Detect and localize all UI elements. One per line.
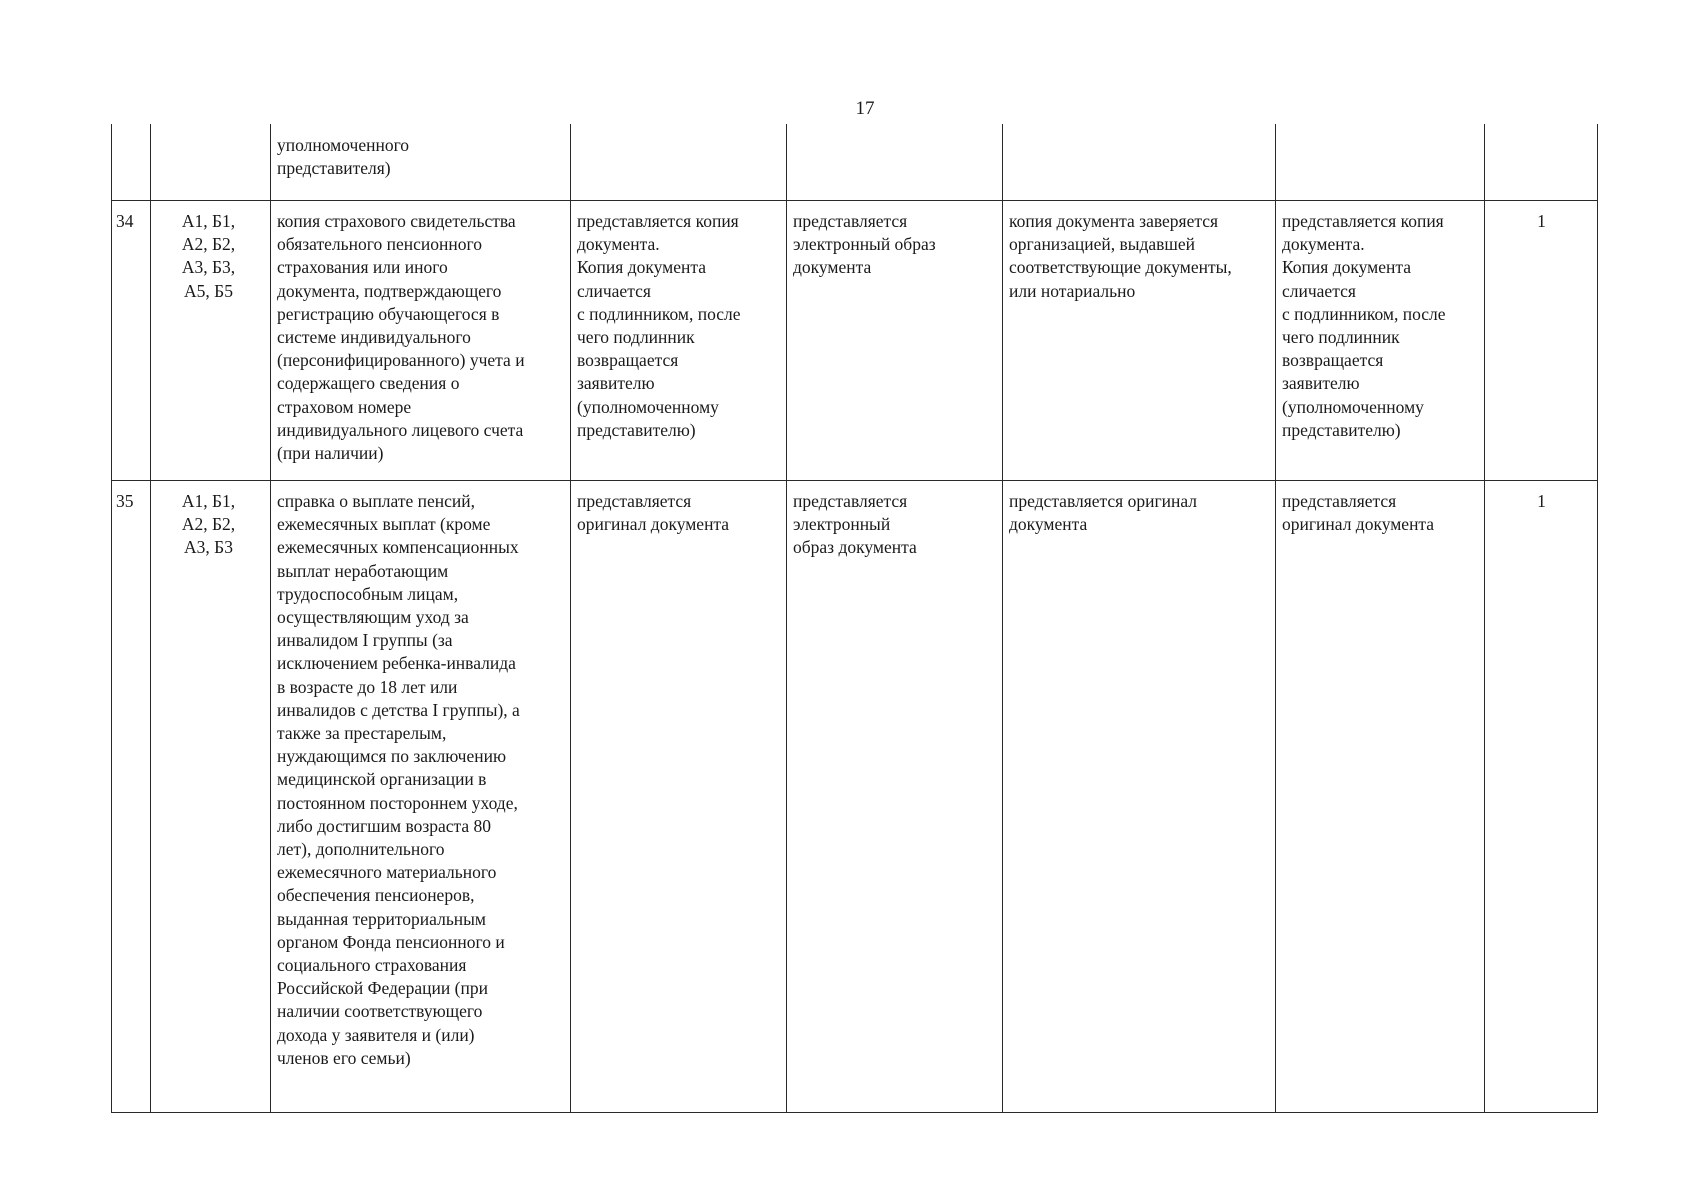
submission-electronic-cell: представляется электронный образ документа bbox=[787, 201, 1003, 481]
quantity-cell: 1 bbox=[1485, 481, 1598, 1113]
applicant-codes-cell: А1, Б1, А2, Б2, А3, Б3 bbox=[151, 481, 271, 1113]
document-name-cell: справка о выплате пенсий, ежемесячных выплат (кроме ежемесячных компенсационных выплат неработающим трудоспособным лицам, осуществляющим уход за инвалидом I группы (за исключением ребенка-инвалида в возрасте до 18 лет или инвалидов с детства I группы), а также за престарелым, нуждающимся по заключению медицинской организации в постоянном постороннем уходе, либо достигшим возраста 80 лет), дополнительного ежемесячного материального обеспечения пенсионеров, выданная территориальным органом Фонда пенсионного и социального страхования Российской Федерации (при наличии соответствующего дохода у заявителя и (или) членов его семьи) bbox=[271, 481, 571, 1113]
applicant-codes-cell bbox=[151, 124, 271, 201]
row-number-cell: 34 bbox=[112, 201, 151, 481]
submission-mfc-cell: представляется копия документа. Копия документа сличается с подлинником, после чего подлинник возвращается заявителю (уполномоченному представителю) bbox=[1276, 201, 1485, 481]
quantity-cell bbox=[1485, 124, 1598, 201]
document-name-cell: уполномоченного представителя) bbox=[271, 124, 571, 201]
submission-electronic-cell: представляется электронный образ документа bbox=[787, 481, 1003, 1113]
submission-in-person-cell: представляется оригинал документа bbox=[571, 481, 787, 1113]
table-row-35 bbox=[112, 481, 1598, 1113]
documents-table bbox=[111, 124, 1598, 1113]
quantity-cell: 1 bbox=[1485, 201, 1598, 481]
submission-mail-cell: копия документа заверяется организацией, выдавшей соответствующие документы, или нотариально bbox=[1003, 201, 1276, 481]
submission-mfc-cell bbox=[1276, 124, 1485, 201]
submission-mail-cell: представляется оригинал документа bbox=[1003, 481, 1276, 1113]
submission-electronic-cell bbox=[787, 124, 1003, 201]
row-number-cell bbox=[112, 124, 151, 201]
table-row-34 bbox=[112, 201, 1598, 481]
applicant-codes-cell: А1, Б1, А2, Б2, А3, Б3, А5, Б5 bbox=[151, 201, 271, 481]
page-number: 17 bbox=[855, 98, 875, 119]
submission-mail-cell bbox=[1003, 124, 1276, 201]
document-name-cell: копия страхового свидетельства обязательного пенсионного страхования или иного документа, подтверждающего регистрацию обучающегося в системе индивидуального (персонифицированного) учета и содержащего сведения о страховом номере индивидуального лицевого счета (при наличии) bbox=[271, 201, 571, 481]
submission-in-person-cell: представляется копия документа. Копия документа сличается с подлинником, после чего подлинник возвращается заявителю (уполномоченному представителю) bbox=[571, 201, 787, 481]
table-row-continuation bbox=[112, 124, 1598, 201]
submission-mfc-cell: представляется оригинал документа bbox=[1276, 481, 1485, 1113]
row-number-cell: 35 bbox=[112, 481, 151, 1113]
submission-in-person-cell bbox=[571, 124, 787, 201]
